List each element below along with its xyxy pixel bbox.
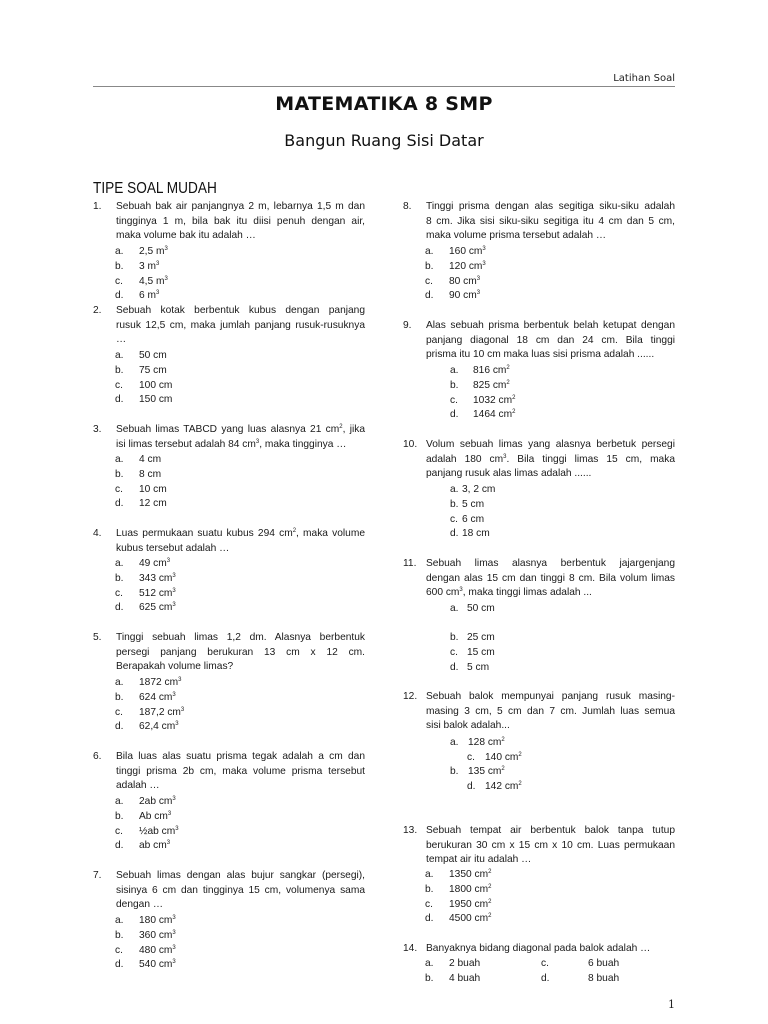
question-text: Bila luas alas suatu prisma tegak adalah a cm dan tinggi prisma 2b cm, maka volume prisma tersebut adalah … [116,751,365,792]
header-label: Latihan Soal [613,73,675,84]
question-text: Sebuah kotak berbentuk kubus dengan panjang rusuk 12,5 cm, maka jumlah panjang rusuk-rusuknya … [116,305,365,346]
question-number: 6. [93,751,102,762]
question-text: Alas sebuah prisma berbentuk belah ketupat dengan panjang diagonal 18 cm dan 24 cm. Bila tinggi prisma itu 10 cm maka luas sisi prisma adalah ...... [426,320,675,361]
header-divider [93,86,675,87]
question-number: 2. [93,305,102,316]
section-title: TIPE SOAL MUDAH [93,180,217,197]
question-text: Sebuah bak air panjangnya 2 m, lebarnya 1,5 m dan tingginya 1 m, bila bak itu diisi penuh dengan air, maka volume bak itu adalah … [116,201,365,242]
document-title: MATEMATIKA 8 SMP [275,93,493,115]
question-text: Tinggi prisma dengan alas segitiga siku-siku adalah 8 cm. Jika sisi siku-siku segitiga itu 4 cm dan 5 cm, maka volume prisma tersebut adalah … [426,201,675,242]
question-text: Sebuah limas TABCD yang luas alasnya 21 $cm^2$, jika isi limas tersebut adalah 84 $cm^3$, maka tingginya … [116,424,365,450]
question-number: 7. [93,870,102,881]
question-number: 8. [403,201,412,212]
question-text: Sebuah limas dengan alas bujur sangkar (persegi), sisinya 6 cm dan tingginya 15 cm, volumenya sama dengan … [116,870,365,911]
question-number: 14. [403,943,418,954]
question-number: 12. [403,691,418,702]
page-number: 1 [668,998,675,1011]
question-number: 13. [403,825,418,836]
question-number: 4. [93,528,102,539]
question-text: Volum sebuah limas yang alasnya berbetuk persegi adalah 180 $cm^3$. Bila tinggi limas 15 cm, maka panjang rusuk alas limas adalah ...... [426,439,675,480]
question-text: Sebuah tempat air berbentuk balok tanpa tutup berukuran 30 cm x 15 cm x 10 cm. Luas permukaan tempat air itu adalah … [426,825,675,866]
question-text: Sebuah balok mempunyai panjang rusuk masing- masing 3 cm, 5 cm dan 7 cm. Jumlah luas semua sisi balok adalah... [426,691,675,732]
question-number: 5. [93,632,102,643]
question-number: 10. [403,439,418,450]
question-number: 9. [403,320,412,331]
question-number: 3. [93,424,102,435]
question-number: 1. [93,201,102,212]
question-text: Sebuah limas alasnya berbentuk jajargenjang dengan alas 15 cm dan tinggi 8 cm. Bila volum limas 600 $cm^3$, maka tinggi limas adalah ... [426,558,675,599]
question-number: 11. [403,558,417,569]
question-text: Tinggi sebuah limas 1,2 dm. Alasnya berbentuk persegi panjang berukuran 13 cm x 12 cm. Berapakah volume limas? [116,632,365,673]
document-page: Latihan Soal MATEMATIKA 8 SMP Bangun Ruang Sisi Datar TIPE SOAL MUDAH 1. Sebuah bak air panjangnya 2 m, lebarnya 1,5 m dan tingginya 1 m, bila bak itu diisi penuh dengan air, maka volume bak itu adalah … a. 2,5 $m^3$ b. 3 $m^3$ c. 4,5 $m^3$ d. 6 $m^3$ 2. Sebuah kotak berbentuk kubus dengan panjang rusuk 12,5 cm, maka jumlah panjang rusuk-rusuknya … a. 50 cm b. 75 cm c. 100 cm d. 150 cm 3. Sebuah limas TABCD yang luas alasnya 21 $cm^2$, jika isi limas tersebut adalah 84 $cm^3$, maka tingginya … a. 4 cm b. 8 cm c. 10 cm d. 12 cm 4. Luas permukaan suatu kubus 294 $cm^2$, maka volume kubus tersebut adalah … a. 49 $cm^3$ b. 343 $cm^3$ c. 512 $cm^3$ d. 625 $cm^3$ 5. Tinggi sebuah limas 1,2 dm. Alasnya berbentuk persegi panjang berukuran 13 cm x 12 cm. Berapakah volume limas? a. 1872 $cm^3$ b. 624 $cm^3$ c. 187,2 $cm^3$ d. 62,4 $cm^3$ 6. Bila luas alas suatu prisma tegak adalah a cm dan tinggi prisma 2b cm, maka volume prisma tersebut adalah … a. 2ab $cm^3$ b. Ab $cm^3$ c. ½ab $cm^3$ d. ab $cm^3$ 7. Sebuah limas dengan alas bujur sangkar (persegi), sisinya 6 cm dan tingginya 15 cm, volumenya sama dengan … a. 180 $cm^3$ b. 360 $cm^3$ c. 480 $cm^3$ d. 540 $cm^3$ 8. Tinggi prisma dengan alas segitiga siku-siku adalah 8 cm. Jika sisi siku-siku segitiga itu 4 cm dan 5 cm, maka volume prisma tersebut adalah … a. 160 $cm^3$ b. 120 $cm^3$ c. 80 $cm^3$ d. 90 $cm^3$ 9. Alas sebuah prisma berbentuk belah ketupat dengan panjang diagonal 18 cm dan 24 cm. Bila tinggi prisma itu 10 cm maka luas sisi prisma adalah ...... a. 816 $cm^2$ b. 825 $cm^2$ c. 1032 $cm^2$ d. 1464 $cm^2$ 10. Volum sebuah limas yang alasnya berbetuk persegi adalah 180 $cm^3$. Bila tinggi limas 15 cm, maka panjang rusuk alas limas adalah ...... a. 3, 2 cm b. 5 cm c. 6 cm d. 18 cm 11. Sebuah limas alasnya berbentuk jajargenjang dengan alas 15 cm dan tinggi 8 cm. Bila volum limas 600 $cm^3$, maka tinggi limas adalah ... a. 50 cm b. 25 cm c. 15 cm d. 5 cm 12. Sebuah balok mempunyai panjang rusuk masing- masing 3 cm, 5 cm dan 7 cm. Jumlah luas semua sisi balok adalah... a. 128 $cm^2$ c. 140 $cm^2$ b. 135 $cm^2$ d. 142 $cm^2$ 13. Sebuah tempat air berbentuk balok tanpa tutup berukuran 30 cm x 15 cm x 10 cm. Luas permukaan tempat air itu adalah … a. 1350 $cm^2$ b. 1800 $cm^2$ c. 1950 $cm^2$ d. 4500 $cm^2$ 14. Banyaknya bidang diagonal pada balok adalah … a. 2 buah c. 6 buah b. 4 buah d. 8 buah 1 [0,0,768,1024]
question-text: Luas permukaan suatu kubus 294 $cm^2$, maka volume kubus tersebut adalah … [116,528,365,554]
question-text: Banyaknya bidang diagonal pada balok adalah … [426,943,651,954]
document-subtitle: Bangun Ruang Sisi Datar [284,131,484,150]
